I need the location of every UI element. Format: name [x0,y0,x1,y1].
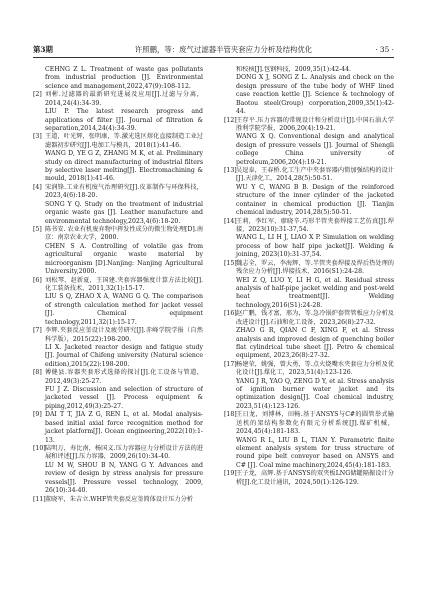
reference-number: [12] [224,116,237,124]
reference-entry [33,496,203,504]
reference-translation [33,386,203,411]
reference-translation [224,234,394,259]
reference-text: CHEN S A. Controlling of volatile gas from agricultural organic waste material by microorganism [D].Nanjing: Nanjing Agricultural University,2000. [45,242,203,276]
reference-entry [224,411,394,436]
reference-entry [224,361,394,378]
reference-entry [33,184,203,201]
reference-text: CEHNG Z L. Treatment of waste gas pollutants from industrial production [J]. Environmental science and management,2022,47(9):108-112. [45,66,203,90]
reference-translation [224,133,394,167]
reference-text: 吴逗泰，王春桥.化工生产中夹套容器内简加强结构的设计[J].天津化工，2014,28(5):50-51. [236,167,394,183]
reference-number: [2] [33,91,42,99]
reference-text: 王道，叶光辉，张明康，等.激光选区熔化直接制造工业过滤器初步研究[J].电加工与模具，2018(1):41-46. [45,133,203,149]
reference-entry [33,226,203,243]
reference-entry [224,260,394,277]
reference-number: [13] [224,167,237,175]
reference-text: WANG R L, LIU B L, TIAN Y. Parametric finite element analysis system for truss structure of round pipe belt conveyor based on ANSYS and C# [J]. Coal mine machinery,2024,45(4):181-183. [236,436,394,469]
reference-translation [33,201,203,226]
reference-translation [33,243,203,277]
reference-text: 陆明万，寿比南，杨国义.压力容器应力分析设计方法的进展和评述[J].压力容器，2009,26(10):34-40. [45,444,203,461]
reference-number: [7] [33,327,42,335]
reference-text: WANG L, LI H J, LIAO X P. Simulation on welding process of bow half pipe jacket[J]. Welding & joining, 2023(10):31-37,54. [236,234,394,259]
reference-translation [33,293,203,327]
reference-entry [33,369,203,386]
issue-label: 第3期 [33,45,53,54]
reference-entry [33,277,203,294]
reference-text: WU Y C, WANG B B. Design of the reinforced structure of the inner cylinder of the jacketed container in chemical production [J]. Tianjin chemical industry, 2014,28(5):50-51. [236,183,394,217]
reference-text: 刘松琴，赵新夏，王国建.夹套容器强度计算方法比较[J].化工装备技术，2011,32(1):15-17. [45,276,203,292]
reference-text: LI X. Jacketed reactor design and fatigue study [J]. Journal of Chifeng university (Natural science edition),2015(22):198-200. [45,343,203,368]
reference-text: 王子龙，高辉.基于ANSYS的双夹板LNG储罐隔振设计分析[J].化工设计通讯，2024,50(1):126-129. [236,470,394,486]
reference-number: [17] [224,360,237,368]
reference-translation [224,378,394,412]
reference-text: WEI Z Q, LUO Y, LI H G, et al. Residual stress analysis of half-pipe jacket welding and post-weld heat treatment[J]. Welding technology,2016(S1):24-28. [236,276,394,309]
reference-text: FU J Z. Discussion and selection of structure of jacketed vessel [J]. Process equipment & piping,2012,49(3):25-27. [45,386,203,410]
reference-text: 傅健县.容器夹套形式选择的探讨[J].化工设备与管道，2012,49(3):25-27. [45,369,203,385]
reference-number: [5] [33,226,42,234]
reference-number: [14] [224,217,237,225]
reference-text: 魏志全，罗云，李海辉，等.半管夹套焊接及焊后热处理的残余应力分析[J].焊接技术，2016(S1):24-28. [236,259,394,276]
running-title: 许照鹏，等：废气过滤器半管夹套应力分析及结构优化 [134,45,313,54]
reference-translation [33,150,203,184]
reference-translation [224,66,394,74]
page-number: · 35 · [375,45,394,54]
reference-text: 董晓军，朱吉立.WHF管夹套反应釜简体设计压力分析 [45,495,193,503]
reference-text: 王存平.压力容器的常规设计和分析设计[J].中国石油大学胜利学院学报，2006,20(4):19-21. [236,116,394,132]
reference-entry [33,327,203,344]
reference-number: [11] [33,495,46,503]
reference-number: [10] [33,444,46,452]
running-header [33,44,394,56]
reference-number: [9] [33,411,42,419]
reference-entry [33,411,203,445]
reference-text: YANG J R, YAO Q, ZENG D Y, et al. Stress analysis of ignition burner water jacket and its optimization design[J]. Coal chemical industry, 2023,51(4):123-126. [236,377,394,410]
reference-entry [224,470,394,487]
reference-text: 陈书安. 农业有机废弃物中挥发性成分的微生物处理[D].南京：南京农业大学，2000. [45,226,203,242]
reference-number: [18] [224,411,237,419]
reference-translation [224,277,394,311]
reference-text: LIU P. The latest research progress and applications of filter [J]. Journal of filtration & separation,2014,24(4):34-39. [45,108,203,132]
reference-number: [3] [33,133,42,141]
reference-entry [33,91,203,108]
reference-number: [6] [33,276,42,284]
reference-number: [8] [33,369,42,377]
reference-text: ZHAO G R, QIAN C F, XING F, et al. Stress analysis and improved design of quenching boiler flat cylindrical tube sheet [J]. Petro & chemical equipment, 2023,26(8):27-32. [236,327,394,360]
reference-text: 杨建荣，姚强，曾大勇，等.点火烧嘴水夹套应力分析及优化设计[J].煤化工，2023,51(4):123-126. [236,360,394,377]
reference-translation [33,462,203,496]
reference-entry [33,133,203,150]
reference-number: [4] [33,183,42,191]
reference-number: [15] [224,259,237,267]
reference-text: 刘彬.过滤器的最新研究进展及应用[J].过滤与分离，2014,24(4):34-39. [45,91,203,107]
reference-entry [224,167,394,184]
reference-text: 和校核[J].包钢科技，2009,35(1):42-44. [236,66,352,73]
reference-text: WANG D, YE G Z, ZHANG M K, et al. Preliminary study on direct manufacturing of industrial filters by selective laser melting[J]. Electromachining & mould, 2018(1):41-46. [45,150,203,183]
reference-translation [33,108,203,133]
reference-translation [33,344,203,369]
reference-text: WANG X Q. Conventional design and analytical design of pressure vessels [J]. Journal of Shengli college China university of petroleum,2006,20(4):19-21. [236,133,394,166]
reference-text: 赵广鹏，钱才富，邢为，等.急冷锅炉套管管板应力分析及改进设计[J].石油和化工设备，2023,26(8):27-32. [236,310,394,326]
reference-text: LU M W, SHOU B N, YANG G Y. Advances and review of design by stress analysis for pressure vessels[J]. Pressure vessel technology, 2009, 26(10):34-40. [45,461,203,495]
reference-number: [19] [224,470,237,478]
reference-number: [16] [224,310,237,318]
reference-text: 王莉，李红军，廖晓辛.巧形半管夹套焊接工艺仿真[J].焊接，2023(10):31-37,54. [236,217,394,234]
reference-text: LIU S Q, ZHAO X A, WANG G Q. The comparison of strength calculation method for jacket vessel [J]. Chemical equipment technology,2011,32(1):15-17. [45,293,203,326]
reference-text: 宋润锋.工业有机废气治理研究[J].皮革制作与环保科技，2023,4(6):18-20. [45,183,203,200]
reference-translation [224,437,394,471]
reference-column-left [33,66,203,593]
reference-text: 王日龙，刘博林，田畅.基于ANSYS与C#的圆管举式输送机的架结构参数化有限元分析系统[J].煤矿机械，2024,45(4):181-183. [236,411,394,436]
reference-text: 李辉.夹套反应釜设计及疲劳研究[J].赤峰学院学报（自然科学版），2015(22):198-200. [45,327,203,343]
reference-column-right [224,66,394,593]
reference-translation [33,66,203,91]
reference-entry [224,310,394,327]
reference-translation [224,184,394,218]
reference-translation [224,327,394,361]
reference-entry [224,218,394,235]
reference-translation [224,74,394,116]
reference-text: DONG X J, SONG Z L. Analysis and check on the design pressure of the tube body of WHF lined case reaction kettle [J]. Science & technology of Baotou steel(Group) corporation,2009,35(1):42-44. [236,74,394,116]
header-rule [33,57,394,58]
reference-entry [33,445,203,462]
reference-text: SONG Y Q. Study on the treatment of industrial organic waste gas [J]. Leather manufacture and environmental technology,2023,4(6):18-20. [45,200,203,225]
reference-text: DAI T T, JIA Z G, REN L, et al. Modal analysis-based initial axial force recognition method for jacket platform[J]. Ocean engineering,2022(10):1-13. [45,411,203,444]
reference-entry [224,117,394,134]
